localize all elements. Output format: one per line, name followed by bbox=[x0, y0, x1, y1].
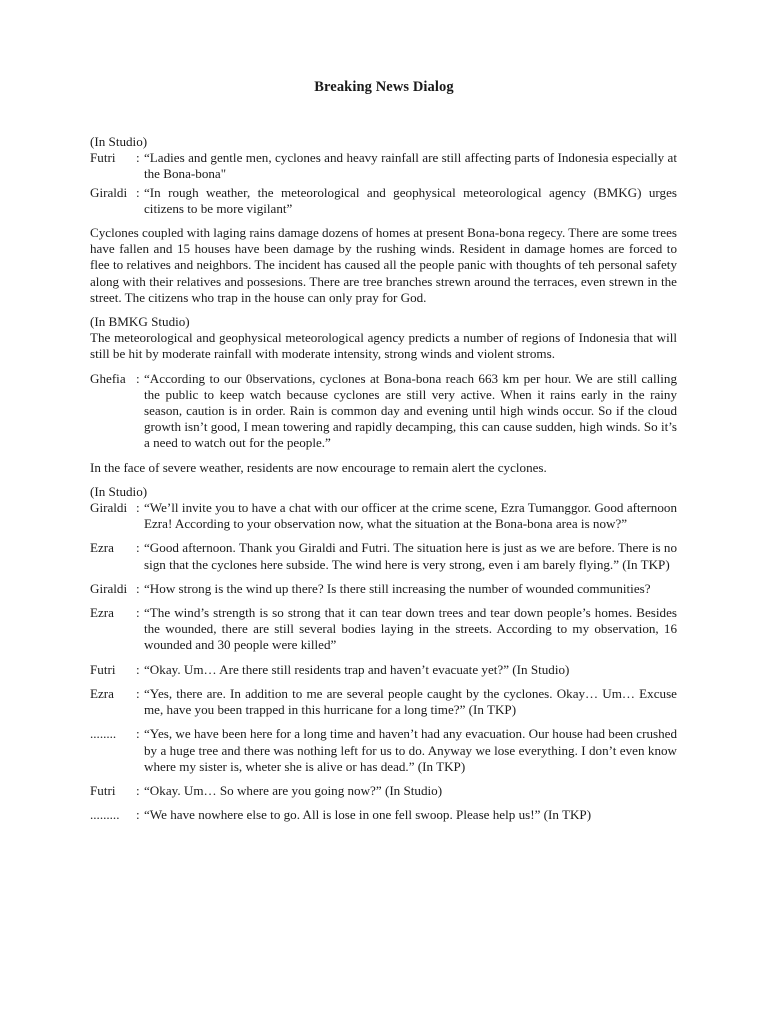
dialog-turn bbox=[90, 662, 677, 678]
scene-note: (In Studio) bbox=[90, 134, 148, 149]
speaker-name: ........ bbox=[90, 726, 117, 742]
speech-text: “Ladies and gentle men, cyclones and heavy rainfall are still affecting parts of Indonesia especially at the Bona-bona" bbox=[144, 150, 677, 182]
dialog-turn bbox=[90, 581, 677, 597]
dialog-turn bbox=[90, 783, 677, 799]
speech-text: “We have nowhere else to go. All is lose in one fell swoop. Please help us!” (In TKP) bbox=[144, 807, 592, 823]
dialog-turn bbox=[90, 150, 677, 182]
dialog-turn bbox=[90, 540, 677, 572]
speaker-separator: : bbox=[136, 807, 140, 823]
narration-paragraph: Cyclones coupled with laging rains damage dozens of homes at present Bona-bona regecy. There are some trees have fallen and 15 houses have been damage by the rushing winds. Resident in damage homes are forced to flee to relatives and neighbors. The incident has caused all the people panic with thoughts of teh personal safety along with their relatives and possesions. There are tree branches strewn around the terraces, even strewn in the street. The citizens who trap in the house can only pray for God. bbox=[90, 225, 677, 305]
speech-text: “In rough weather, the meteorological and geophysical meteorological agency (BMKG) urges citizens to be more vigilant” bbox=[144, 184, 677, 216]
speaker-name: Ezra bbox=[90, 605, 114, 621]
speech-text: “Yes, there are. In addition to me are several people caught by the cyclones. Okay… Um… Excuse me, have you been trapped in this hurricane for a long time?” (In TKP) bbox=[144, 685, 677, 718]
speech-text: “How strong is the wind up there? Is there still increasing the number of wounded communities? bbox=[144, 580, 651, 596]
speaker-name: Futri bbox=[90, 661, 116, 677]
speaker-name: Giraldi bbox=[90, 184, 128, 200]
speech-text: “Good afternoon. Thank you Giraldi and Futri. The situation here is just as we are before. There is no sign that the cyclones here subside. The wind here is very strong, even i am barely flying.” (In TKP) bbox=[144, 540, 677, 572]
speaker-separator: : bbox=[136, 726, 140, 742]
speaker-name: ......... bbox=[90, 807, 120, 823]
speaker-separator: : bbox=[136, 580, 140, 596]
dialog-turn bbox=[90, 371, 677, 452]
document-title: Breaking News Dialog bbox=[314, 79, 454, 95]
speaker-separator: : bbox=[136, 605, 140, 621]
speaker-name: Giraldi bbox=[90, 500, 128, 516]
dialog-turn bbox=[90, 807, 677, 823]
speaker-separator: : bbox=[136, 370, 140, 386]
speech-text: “We’ll invite you to have a chat with our officer at the crime scene, Ezra Tumanggor. Good afternoon Ezra! According to your observation now, what the situation at the Bona-bona area is now?” bbox=[144, 500, 677, 532]
speaker-separator: : bbox=[136, 661, 140, 677]
speech-text: “Yes, we have been here for a long time and haven’t had any evacuation. Our house had been crushed by a huge tree and there was nothing left for us to do. Anyway we lose everything. I don’t even know where my sister is, wheter she is alive or has dead.” (In TKP) bbox=[144, 726, 677, 774]
speaker-separator: : bbox=[136, 500, 140, 516]
scene-note: (In Studio) bbox=[90, 483, 148, 499]
speaker-name: Futri bbox=[90, 150, 116, 166]
dialog-turn bbox=[90, 726, 677, 775]
speaker-name: Giraldi bbox=[90, 580, 128, 596]
speaker-name: Ezra bbox=[90, 685, 114, 701]
dialog-turn bbox=[90, 605, 677, 654]
speech-text: “Okay. Um… Are there still residents trap and haven’t evacuate yet?” (In Studio) bbox=[144, 661, 570, 677]
speaker-separator: : bbox=[136, 782, 140, 798]
narration-paragraph: In the face of severe weather, residents are now encourage to remain alert the cyclones. bbox=[90, 459, 547, 475]
dialog-turn bbox=[90, 185, 677, 217]
speaker-name: Ghefia bbox=[90, 370, 126, 386]
speaker-separator: : bbox=[136, 540, 140, 556]
speech-text: “According to our 0bservations, cyclones at Bona-bona reach 663 km per hour. We are still calling the public to keep watch because cyclones are still very active. When it rains early in the rainy season, caution is in order. Rain is common day and evening until high winds occur. So if the cloud growth isn’t good, I mean towering and rapidly decamping, this can cause sudden, high winds. So it’s a need to watch out for the people.” bbox=[144, 370, 677, 451]
speech-text: “The wind’s strength is so strong that it can tear down trees and tear down people’s homes. Besides the wounded, there are still several bodies laying in the streets. According to my observation, 16 wounded and 30 people were killed” bbox=[144, 605, 677, 653]
dialog-turn bbox=[90, 500, 677, 532]
dialog-turn bbox=[90, 686, 677, 718]
speaker-name: Futri bbox=[90, 782, 116, 798]
document-body bbox=[90, 134, 677, 823]
speaker-separator: : bbox=[136, 685, 140, 701]
narration-paragraph: The meteorological and geophysical meteorological agency predicts a number of regions of Indonesia that will still be hit by moderate rainfall with moderate intensity, strong winds and violent stroms. bbox=[90, 330, 677, 362]
speaker-separator: : bbox=[136, 150, 140, 166]
speech-text: “Okay. Um… So where are you going now?” (In Studio) bbox=[144, 782, 443, 798]
speaker-name: Ezra bbox=[90, 540, 114, 556]
speaker-separator: : bbox=[136, 184, 140, 200]
scene-note: (In BMKG Studio) bbox=[90, 314, 190, 330]
